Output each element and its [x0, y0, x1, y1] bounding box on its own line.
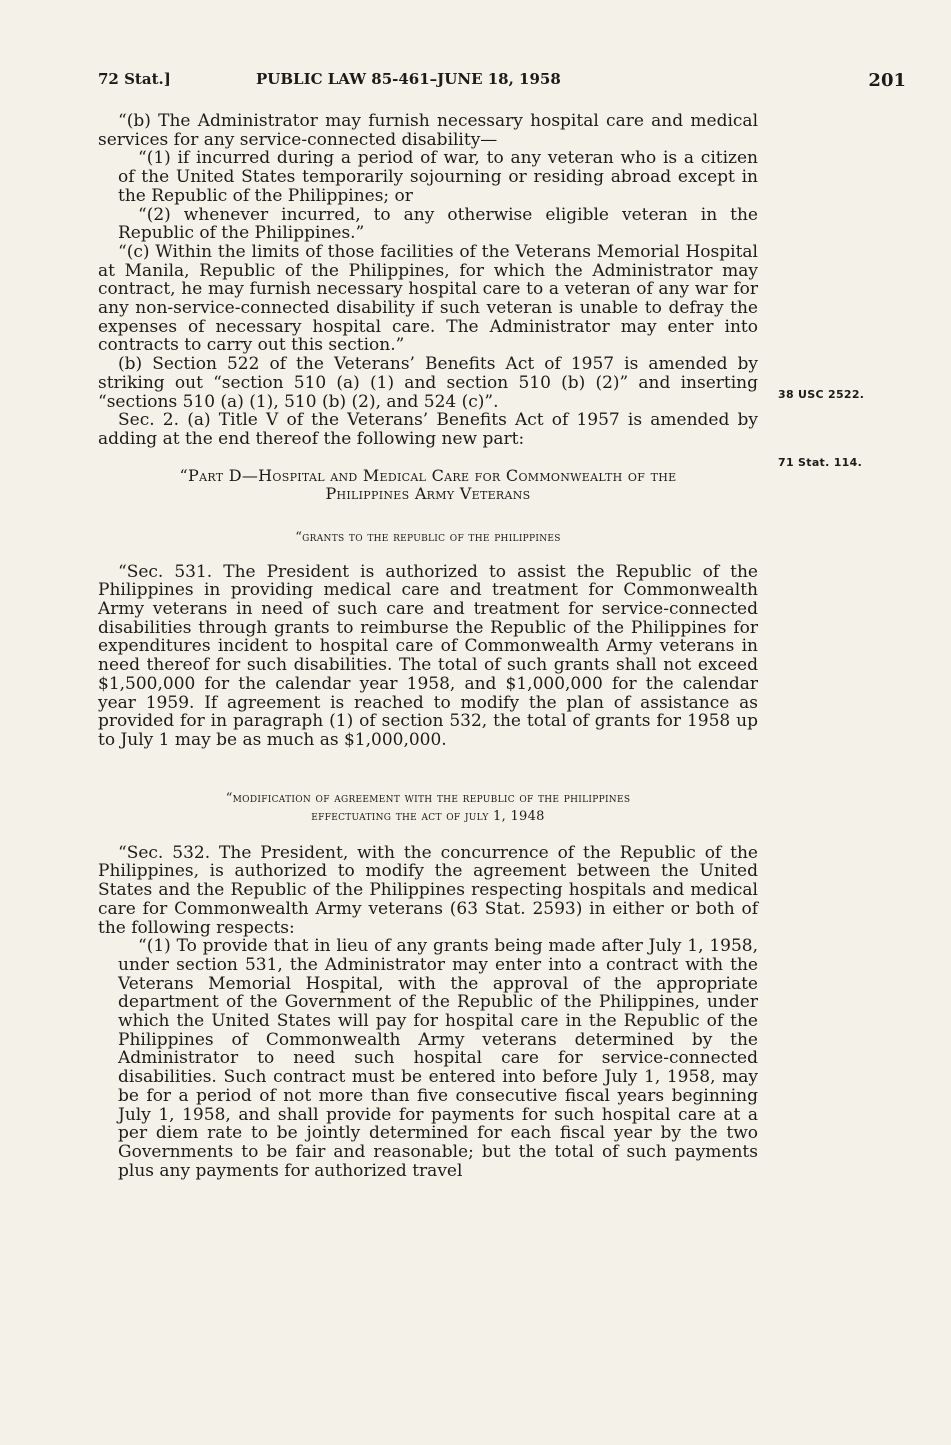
page-header: [98, 70, 906, 94]
paragraph-sec-532: “Sec. 532. The President, with the concurrence of the Republic of the Philippines, is authorized to modify the agreement between the United States and the Republic of the Philippines respecting hospitals and medical care for Commonwealth Army veterans (63 Stat. 2593) in either or both of the following respects:: [98, 842, 758, 938]
paragraph-b-2: “(2) whenever incurred, to any otherwise eligible veteran in the Republic of the Philippines.”: [118, 204, 758, 244]
paragraph-sec-532-1: “(1) To provide that in lieu of any grants being made after July 1, 1958, under section 531, the Administrator may enter into a contract with the Veterans Memorial Hospital, with the approval of the appropriate department of the Government of the Republic of the Philippines, under which the United States will pay for hospital care in the Republic of the Philippines of Commonwealth Army veterans determined by the Administrator to need such hospital care for service-connected disabilities. Such contract must be entered into before July 1, 1958, may be for a period of not more than five consecutive fiscal years beginning July 1, 1958, and shall provide for payments for such hospital care at a per diem rate to be jointly determined for each fiscal year by the two Governments to be fair and reasonable; but the total of such payments plus any payments for authorized travel: [118, 936, 758, 1181]
page-number: 201: [868, 70, 906, 91]
paragraph-sec-2: Sec. 2. (a) Title V of the Veterans’ Benefits Act of 1957 is amended by adding at the end thereof the following new part:: [98, 410, 758, 449]
paragraph-c: “(c) Within the limits of those facilities of the Veterans Memorial Hospital at Manila, Republic of the Philippines, for which the Administrator may contract, he may furnish necessary hospital care to a veteran of any war for any non-service-connected disability if such veteran is unable to defray the expenses of necessary hospital care. The Administrator may enter into contracts to carry out this section.”: [98, 241, 758, 356]
part-d-heading: [98, 467, 758, 503]
document-body: [98, 112, 758, 1180]
paragraph-b: “(b) The Administrator may furnish necessary hospital care and medical services for any service-connected disability—: [98, 111, 758, 150]
paragraph-b-1: “(1) if incurred during a period of war, to any veteran who is a citizen of the United States temporarily sojourning or residing abroad except in the Republic of the Philippines; or: [118, 148, 758, 206]
paragraph-sec-531: “Sec. 531. The President is authorized to assist the Republic of the Philippines in providing medical care and treatment for Commonwealth Army veterans in need of such care and treatment for service-connected disabilities through grants to reimburse the Republic of the Philippines for expenditures incident to hospital care of Commonwealth Army veterans in need thereof for such disabilities. The total of such grants shall not exceed $1,500,000 for the calendar year 1958, and $1,000,000 for the calendar year 1959. If agreement is reached to modify the plan of assistance as provided for in paragraph (1) of section 532, the total of grants for 1958 up to July 1 may be as much as $1,000,000.: [98, 561, 758, 750]
margin-note-38-usc: 38 USC 2522.: [778, 388, 865, 401]
law-title: PUBLIC LAW 85-461–JUNE 18, 1958: [256, 70, 561, 88]
modification-heading-line-2: effectuating the act of july 1, 1948: [311, 808, 545, 824]
statute-reference: 72 Stat.]: [98, 70, 171, 88]
part-d-heading-line-2: Philippines Army Veterans: [325, 483, 531, 503]
grants-heading: “grants to the republic of the philippines: [295, 529, 561, 545]
margin-note-71-stat: 71 Stat. 114.: [778, 456, 863, 469]
modification-heading: [98, 790, 758, 826]
part-d-heading-line-1: “Part D—Hospital and Medical Care for Commonwealth of the: [179, 465, 677, 485]
modification-heading-line-1: “modification of agreement with the republic of the philippines: [225, 790, 631, 806]
paragraph-section-522: (b) Section 522 of the Veterans’ Benefits Act of 1957 is amended by striking out “section 510 (a) (1) and section 510 (b) (2)” and inserting “sections 510 (a) (1), 510 (b) (2), and 524 (c)”.: [98, 354, 758, 412]
